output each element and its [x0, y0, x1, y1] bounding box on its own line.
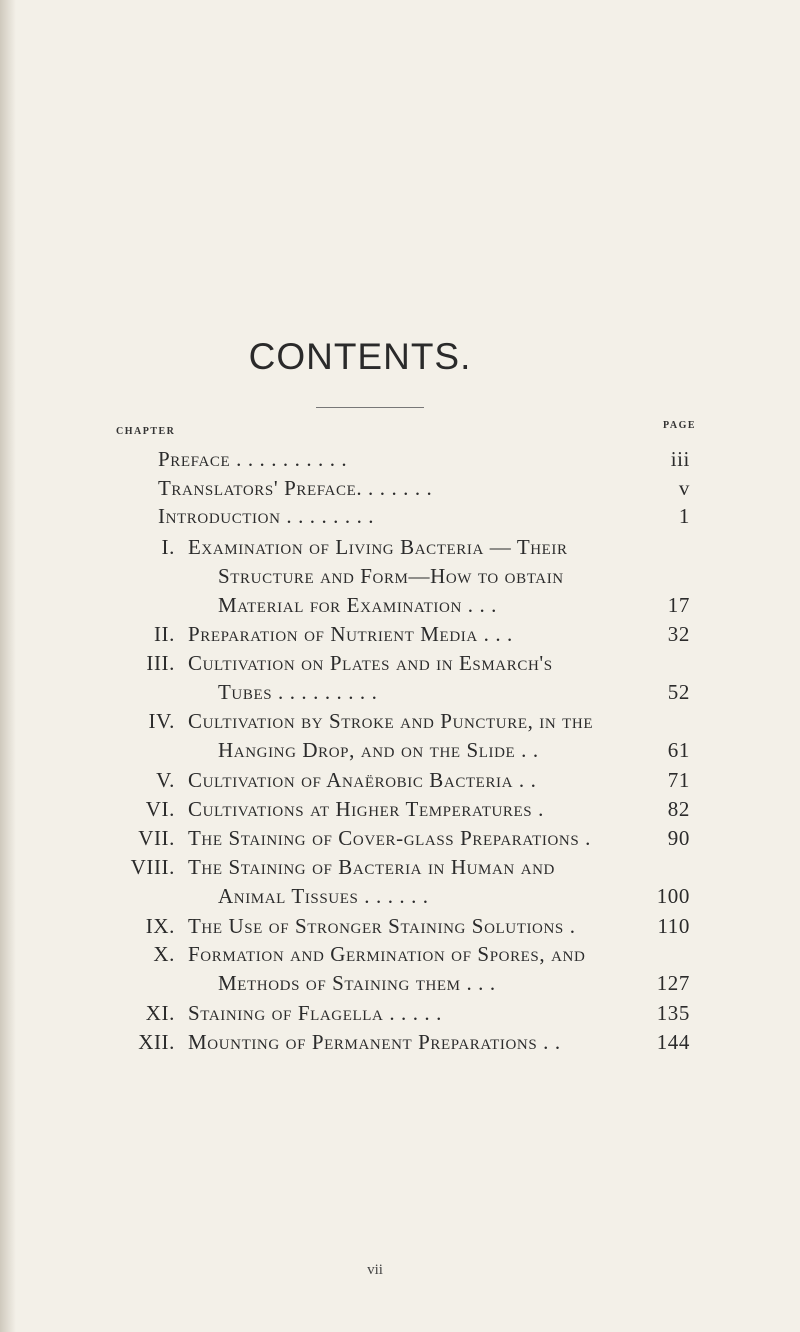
chapter-column-label: CHAPTER [116, 426, 176, 437]
page-column-label: PAGE [663, 420, 697, 431]
page-number: 144 [656, 1030, 690, 1054]
toc-line [0, 881, 800, 911]
page-number: 71 [667, 768, 690, 792]
page-number: 127 [656, 971, 690, 995]
chapter-title: Methods of Staining them . . . [218, 971, 496, 995]
chapter-number: XII. [138, 1030, 175, 1054]
chapter-title: Animal Tissues . . . . . . [218, 884, 429, 908]
toc-line [0, 911, 800, 941]
chapter-title: Mounting of Permanent Preparations . . [188, 1030, 561, 1054]
chapter-number: V. [156, 768, 175, 792]
page-number: 61 [667, 738, 690, 762]
chapter-title: Material for Examination . . . [218, 593, 497, 617]
toc-line [0, 794, 800, 824]
chapter-title: Cultivations at Higher Temperatures . [188, 797, 544, 821]
page-number: 32 [667, 622, 690, 646]
page-number: 135 [656, 1001, 690, 1025]
toc-line [0, 561, 800, 591]
toc-line [0, 1027, 800, 1057]
page-number: 110 [657, 914, 690, 938]
chapter-number: VI. [145, 797, 175, 821]
chapter-title: The Staining of Cover-glass Preparations . [188, 826, 591, 850]
chapter-title: Introduction . . . . . . . . [158, 504, 375, 528]
toc-line [0, 852, 800, 882]
chapter-title: Staining of Flagella . . . . . [188, 1001, 442, 1025]
page-number: 52 [667, 680, 690, 704]
chapter-number: I. [161, 535, 175, 559]
toc-line [0, 939, 800, 969]
chapter-number: III. [146, 651, 175, 675]
chapter-number: VII. [138, 826, 175, 850]
chapter-title: Preparation of Nutrient Media . . . [188, 622, 513, 646]
chapter-number: IV. [148, 709, 175, 733]
chapter-number: XI. [145, 1001, 175, 1025]
chapter-title: Structure and Form—How to obtain [218, 564, 564, 588]
page-number: 90 [667, 826, 690, 850]
chapter-title: Cultivation by Stroke and Puncture, in the [188, 709, 594, 733]
title-rule [316, 407, 424, 408]
chapter-title: Cultivation on Plates and in Esmarch's [188, 651, 553, 675]
chapter-title: Cultivation of Anaërobic Bacteria . . [188, 768, 537, 792]
chapter-title: The Use of Stronger Staining Solutions . [188, 914, 576, 938]
toc-line [0, 444, 800, 474]
chapter-number: II. [153, 622, 175, 646]
chapter-title: Preface . . . . . . . . . . [158, 447, 348, 471]
toc-line [0, 968, 800, 998]
page-number: 1 [678, 504, 690, 528]
chapter-title: Translators' Preface. . . . . . . [158, 476, 433, 500]
chapter-title: Tubes . . . . . . . . . [218, 680, 378, 704]
chapter-title: Hanging Drop, and on the Slide . . [218, 738, 539, 762]
page-number: 17 [667, 593, 690, 617]
chapter-title: The Staining of Bacteria in Human and [188, 855, 555, 879]
page-number: 82 [667, 797, 690, 821]
chapter-number: IX. [145, 914, 175, 938]
page-number: 100 [656, 884, 690, 908]
toc-line [0, 648, 800, 678]
toc-line [0, 473, 800, 503]
toc-line [0, 532, 800, 562]
toc-line [0, 735, 800, 765]
page-number: v [678, 476, 690, 500]
page-title: CONTENTS. [248, 336, 472, 377]
toc-line [0, 706, 800, 736]
chapter-number: X. [153, 942, 175, 966]
toc-line [0, 501, 800, 531]
chapter-title: Formation and Germination of Spores, and [188, 942, 586, 966]
toc-line [0, 590, 800, 620]
chapter-title: Examination of Living Bacteria — Their [188, 535, 568, 559]
toc-line [0, 619, 800, 649]
toc-line [0, 823, 800, 853]
toc-line [0, 765, 800, 795]
page-folio: vii [367, 1262, 383, 1278]
toc-line [0, 998, 800, 1028]
toc-line [0, 677, 800, 707]
chapter-number: VIII. [130, 855, 175, 879]
page-number: iii [670, 447, 690, 471]
